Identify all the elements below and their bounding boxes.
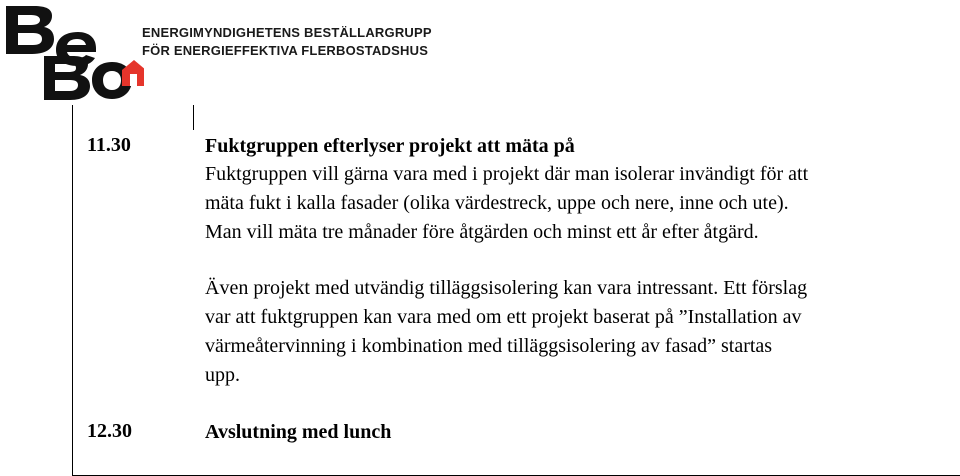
agenda-time-2: 12.30 xyxy=(87,420,132,442)
paragraph-line: mäta fukt i kalla fasader (olika värdestreck, uppe och nere, inne och ute). xyxy=(205,192,789,214)
agenda-paragraph-2 xyxy=(205,274,955,390)
paragraph-line: värmeåtervinning i kombination med tilläggsisolering av fasad” startas xyxy=(205,335,773,357)
paragraph-line: var att fuktgruppen kan vara med om ett projekt baserat på ”Installation av xyxy=(205,306,802,328)
paragraph-line: upp. xyxy=(205,364,240,386)
org-name-line2: FÖR ENERGIEFFEKTIVA FLERBOSTADSHUS xyxy=(142,43,429,58)
bebo-logo xyxy=(4,2,144,102)
paragraph-line: Även projekt med utvändig tilläggsisolering kan vara intressant. Ett förslag xyxy=(205,277,808,299)
agenda-title-1: Fuktgruppen efterlyser projekt att mäta på xyxy=(205,135,575,157)
agenda-paragraph-1 xyxy=(205,160,955,247)
agenda-title-2: Avslutning med lunch xyxy=(205,421,392,443)
org-name-line1: ENERGIMYNDIGHETENS BESTÄLLARGRUPP xyxy=(142,25,432,40)
agenda-content-2 xyxy=(205,418,955,446)
column-divider xyxy=(193,105,194,130)
agenda-table xyxy=(72,105,960,476)
agenda-time-1: 11.30 xyxy=(87,134,131,156)
paragraph-line: Man vill mäta tre månader före åtgärden och minst ett år efter åtgärd. xyxy=(205,221,759,243)
paragraph-line: Fuktgruppen vill gärna vara med i projekt där man isolerar invändigt för att xyxy=(205,163,809,185)
agenda-content-1 xyxy=(205,132,955,390)
org-name xyxy=(142,24,432,60)
page-header xyxy=(0,0,960,105)
